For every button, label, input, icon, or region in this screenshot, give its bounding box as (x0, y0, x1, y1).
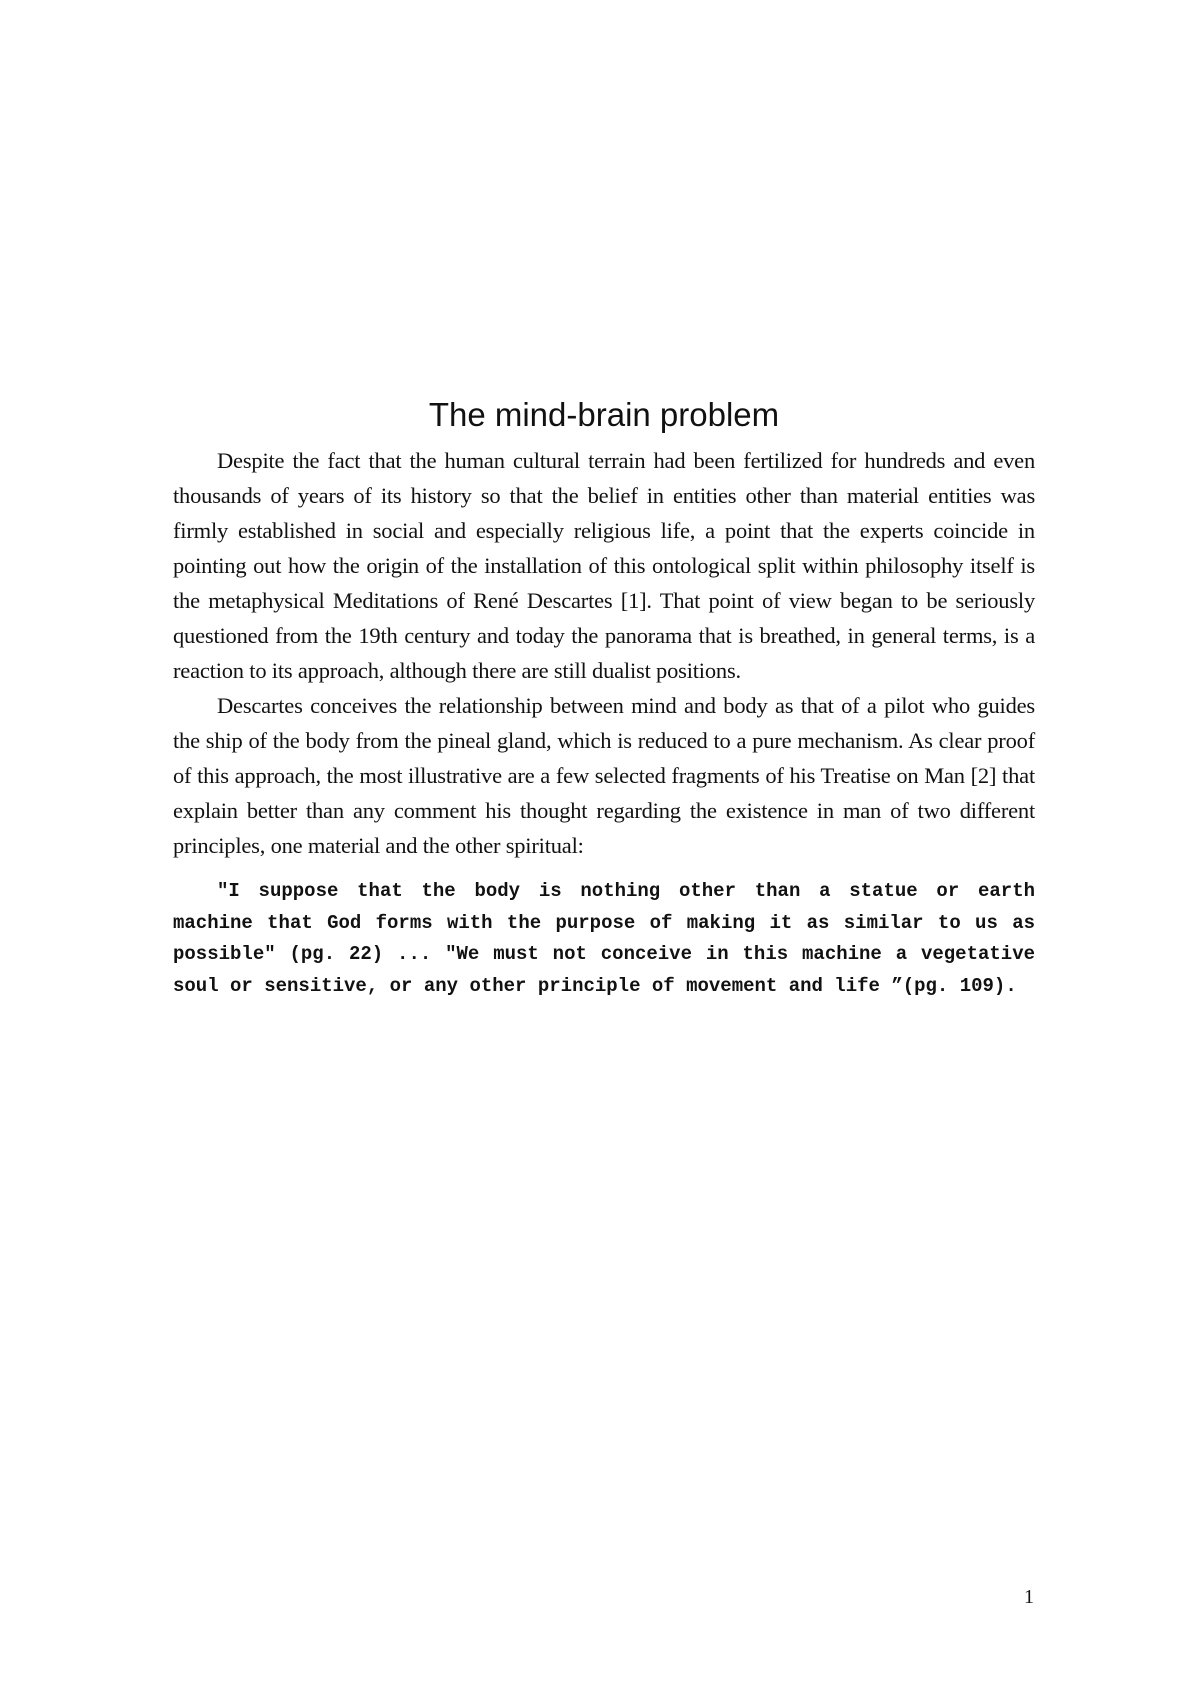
page-number: 1 (1024, 1586, 1034, 1608)
body-paragraph: Descartes conceives the relationship between mind and body as that of a pilot who guides the ship of the body from the pineal gland, which is reduced to a pure mechanism. As clear proof of this approach, the most illustrative are a few selected fragments of his Treatise on Man [2] that explain better than any comment his thought regarding the existence in man of two different principles, one material and the other spiritual: (173, 693, 1035, 858)
page-content (173, 393, 1035, 1002)
block-quote: "I suppose that the body is nothing other than a statue or earth machine that God forms with the purpose of making it as similar to us as possible" (pg. 22) ... "We must not conceive in this machine a vegetative soul or sensitive, or any other principle of movement and life ”(pg. 109). (173, 880, 1035, 997)
body-paragraph: Despite the fact that the human cultural terrain had been fertilized for hundreds and even thousands of years of its history so that the belief in entities other than material entities was firmly established in social and especially religious life, a point that the experts coincide in pointing out how the origin of the installation of this ontological split within philosophy itself is the metaphysical Meditations of René Descartes [1]. That point of view began to be seriously questioned from the 19th century and today the panorama that is breathed, in general terms, is a reaction to its approach, although there are still dualist positions. (173, 448, 1035, 683)
page-title: The mind-brain problem (428, 396, 780, 433)
